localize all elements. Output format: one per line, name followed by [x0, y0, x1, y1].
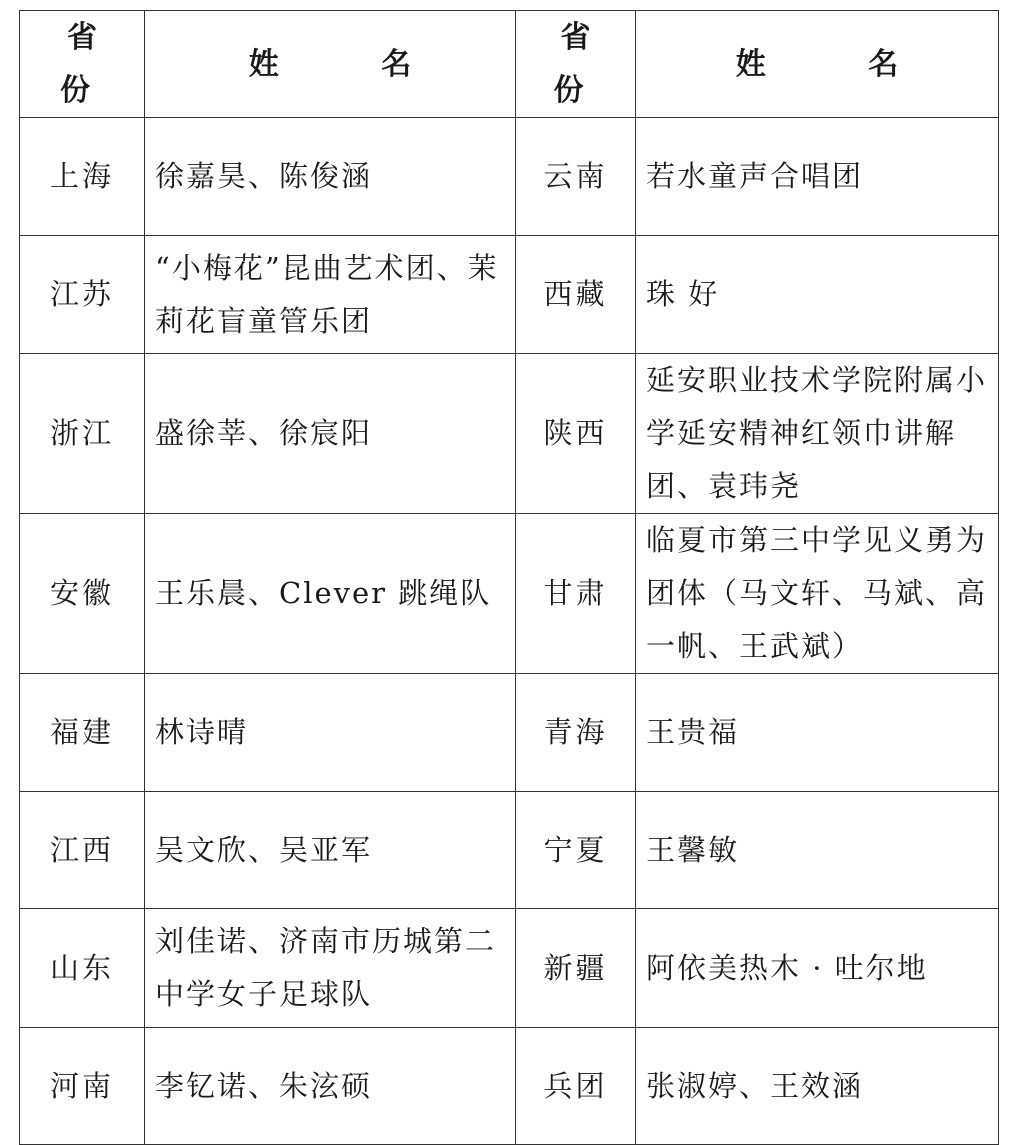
province-cell: 甘肃	[516, 514, 636, 674]
names-cell: 林诗晴	[145, 674, 516, 792]
province-cell: 西藏	[516, 236, 636, 354]
province-cell: 兵团	[516, 1028, 636, 1145]
names-cell: 徐嘉昊、陈俊涵	[145, 118, 516, 236]
province-cell: 江西	[20, 792, 145, 909]
names-table	[19, 10, 999, 1145]
table-row	[20, 1028, 999, 1145]
province-cell: 上海	[20, 118, 145, 236]
names-cell: 李钇诺、朱泫硕	[145, 1028, 516, 1145]
province-cell: 河南	[20, 1028, 145, 1145]
province-cell: 青海	[516, 674, 636, 792]
province-cell: 云南	[516, 118, 636, 236]
province-cell: 浙江	[20, 354, 145, 514]
province-cell: 陕西	[516, 354, 636, 514]
province-cell: 宁夏	[516, 792, 636, 909]
names-cell: 刘佳诺、济南市历城第二中学女子足球队	[145, 909, 516, 1028]
province-cell: 安徽	[20, 514, 145, 674]
header-row	[20, 11, 999, 118]
table-row	[20, 674, 999, 792]
names-cell: 临夏市第三中学见义勇为团体（马文轩、马斌、高一帆、王武斌）	[636, 514, 999, 674]
table-row	[20, 514, 999, 674]
names-cell: 珠 好	[636, 236, 999, 354]
province-cell: 新疆	[516, 909, 636, 1028]
province-cell: 江苏	[20, 236, 145, 354]
names-cell: 王乐晨、Clever 跳绳队	[145, 514, 516, 674]
names-cell: “小梅花”昆曲艺术团、茉莉花盲童管乐团	[145, 236, 516, 354]
province-cell: 山东	[20, 909, 145, 1028]
header-province-left: 省 份	[20, 11, 145, 118]
header-name-right: 姓 名	[636, 11, 999, 118]
names-cell: 盛徐莘、徐宸阳	[145, 354, 516, 514]
names-cell: 王贵福	[636, 674, 999, 792]
province-cell: 福建	[20, 674, 145, 792]
names-cell: 王馨敏	[636, 792, 999, 909]
header-province-right: 省 份	[516, 11, 636, 118]
names-cell: 张淑婷、王效涵	[636, 1028, 999, 1145]
table-row	[20, 236, 999, 354]
names-cell: 吴文欣、吴亚军	[145, 792, 516, 909]
table-row	[20, 354, 999, 514]
table-row	[20, 909, 999, 1028]
names-cell: 阿依美热木 · 吐尔地	[636, 909, 999, 1028]
table-row	[20, 118, 999, 236]
header-name-left: 姓 名	[145, 11, 516, 118]
names-cell: 延安职业技术学院附属小学延安精神红领巾讲解团、袁玮尧	[636, 354, 999, 514]
names-cell: 若水童声合唱团	[636, 118, 999, 236]
table-row	[20, 792, 999, 909]
